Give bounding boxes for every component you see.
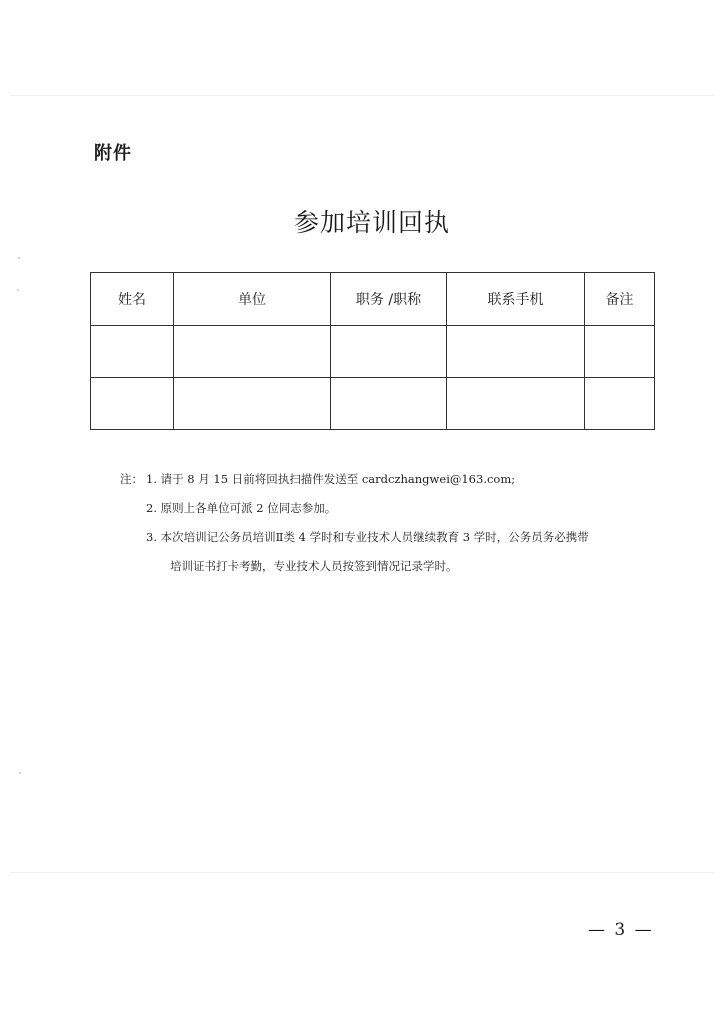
table-cell: [331, 378, 447, 430]
column-header-phone: 联系手机: [447, 273, 585, 326]
table-header-row: [91, 273, 655, 326]
table-cell: [91, 378, 174, 430]
note-item-2: 2. 原则上各单位可派 2 位同志参加。: [146, 501, 337, 515]
table-cell: [447, 326, 585, 378]
scan-speck: [18, 257, 20, 259]
table-cell: [331, 326, 447, 378]
table-row: [91, 326, 655, 378]
table-cell: [174, 326, 331, 378]
table-cell: [174, 378, 331, 430]
table-cell: [585, 378, 655, 430]
document-title: 参加培训回执: [293, 208, 450, 237]
table-cell: [447, 378, 585, 430]
scan-edge-line: [10, 872, 714, 873]
receipt-table: [90, 272, 655, 430]
column-header-remarks: 备注: [585, 273, 655, 326]
column-header-unit: 单位: [174, 273, 331, 326]
table-row: [91, 378, 655, 430]
column-header-name: 姓名: [91, 273, 174, 326]
table-cell: [585, 326, 655, 378]
scan-speck: [17, 289, 19, 291]
note-item-3-continued: 培训证书打卡考勤，专业技术人员按签到情况记录学时。: [170, 559, 458, 573]
page-number: — 3 —: [588, 920, 654, 940]
notes-prefix: 注：: [120, 472, 143, 486]
scan-speck: [19, 772, 21, 774]
scan-edge-line: [10, 95, 714, 96]
table-cell: [91, 326, 174, 378]
attachment-label: 附件: [94, 143, 132, 164]
column-header-position: 职务 /职称: [331, 273, 447, 326]
note-item-3: 3. 本次培训记公务员培训Ⅱ类 4 学时和专业技术人员继续教育 3 学时，公务员务必携带: [146, 530, 589, 544]
note-item-1: 1. 请于 8 月 15 日前将回执扫描件发送至 cardczhangwei@163.com;: [146, 472, 516, 486]
